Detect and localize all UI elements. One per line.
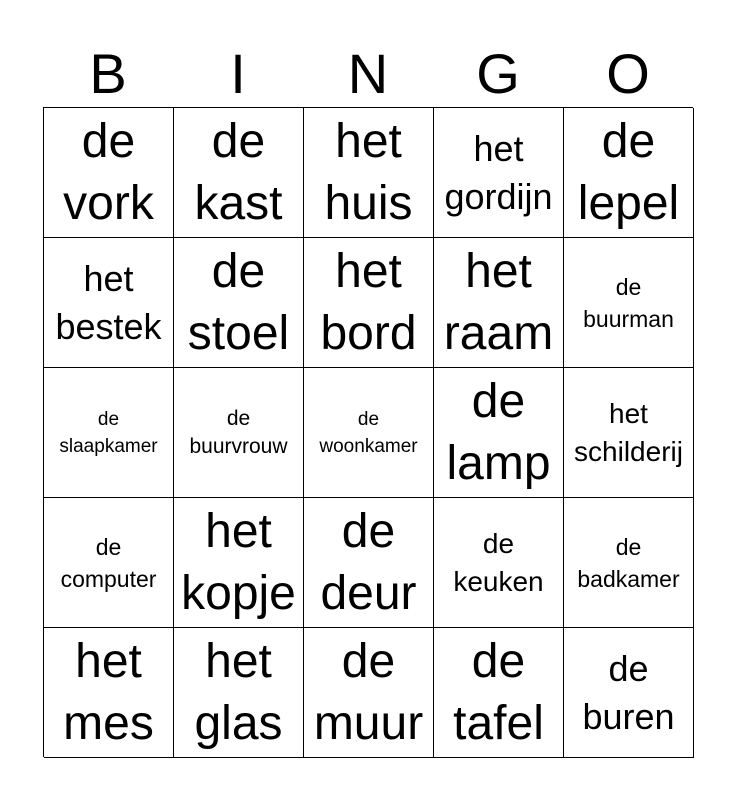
bingo-cell[interactable] — [174, 368, 304, 498]
bingo-cell[interactable] — [174, 498, 304, 628]
cell-article: de — [341, 504, 396, 558]
bingo-cell[interactable] — [434, 238, 564, 368]
cell-word: glas — [194, 696, 283, 750]
cell-article: de — [95, 533, 122, 560]
cell-article: de — [357, 408, 380, 430]
cell-word: slaapkamer — [59, 435, 158, 457]
cell-article: de — [81, 114, 136, 168]
cell-article: het — [335, 114, 402, 168]
cell-article: de — [601, 114, 656, 168]
bingo-cell[interactable] — [44, 238, 174, 368]
header-letter-g: G — [476, 42, 520, 105]
cell-word: buurvrouw — [189, 434, 288, 458]
cell-word: bestek — [55, 305, 162, 347]
cell-article: het — [205, 634, 272, 688]
bingo-cell[interactable] — [44, 628, 174, 758]
cell-article: de — [97, 408, 120, 430]
bingo-cell[interactable] — [564, 368, 694, 498]
bingo-cell[interactable] — [304, 368, 434, 498]
header-letter-b: B — [89, 42, 127, 105]
cell-word: computer — [60, 565, 157, 592]
bingo-cell[interactable] — [434, 108, 564, 238]
cell-word: muur — [313, 696, 424, 750]
cell-article: de — [615, 533, 642, 560]
header-letter-n: N — [347, 42, 389, 105]
cell-word: buren — [582, 695, 675, 737]
cell-word: kopje — [181, 566, 296, 620]
cell-word: huis — [324, 176, 413, 230]
bingo-cell[interactable] — [564, 108, 694, 238]
bingo-cell[interactable] — [564, 238, 694, 368]
header-letter-o: O — [606, 42, 650, 105]
cell-word: stoel — [187, 306, 290, 360]
cell-article: de — [211, 244, 266, 298]
cell-word: bord — [320, 306, 417, 360]
cell-article: de — [615, 273, 642, 300]
cell-word: lepel — [577, 176, 680, 230]
cell-article: het — [335, 244, 402, 298]
cell-article: de — [211, 114, 266, 168]
bingo-cell[interactable] — [304, 498, 434, 628]
cell-word: mes — [63, 696, 154, 750]
cell-article: het — [473, 127, 524, 169]
cell-article: de — [471, 374, 526, 428]
cell-word: woonkamer — [319, 435, 418, 457]
bingo-cell[interactable] — [304, 238, 434, 368]
bingo-cell[interactable] — [564, 498, 694, 628]
cell-word: tafel — [453, 696, 544, 750]
cell-word: raam — [443, 306, 554, 360]
cell-word: vork — [63, 176, 154, 230]
cell-article: de — [226, 406, 251, 430]
cell-word: lamp — [446, 436, 551, 490]
bingo-header — [43, 40, 693, 108]
bingo-cell[interactable] — [434, 628, 564, 758]
cell-word: kast — [194, 176, 283, 230]
cell-word: badkamer — [577, 565, 680, 592]
bingo-board — [43, 107, 693, 757]
bingo-cell[interactable] — [434, 498, 564, 628]
cell-article: het — [83, 257, 134, 299]
bingo-cell[interactable] — [44, 498, 174, 628]
bingo-cell[interactable] — [44, 108, 174, 238]
cell-article: het — [75, 634, 142, 688]
bingo-cell[interactable] — [174, 108, 304, 238]
bingo-cell[interactable] — [44, 368, 174, 498]
bingo-cell[interactable] — [304, 628, 434, 758]
cell-article: het — [465, 244, 532, 298]
cell-article: de — [471, 634, 526, 688]
cell-word: gordijn — [444, 175, 553, 217]
cell-word: buurman — [583, 305, 674, 332]
bingo-cell[interactable] — [304, 108, 434, 238]
bingo-cell[interactable] — [174, 238, 304, 368]
cell-word: schilderij — [574, 435, 683, 467]
cell-article: het — [205, 504, 272, 558]
header-letter-i: I — [230, 42, 246, 105]
bingo-cell[interactable] — [174, 628, 304, 758]
cell-article: de — [341, 634, 396, 688]
cell-word: deur — [320, 566, 417, 620]
cell-word: keuken — [453, 565, 544, 597]
bingo-cell[interactable] — [564, 628, 694, 758]
cell-article: het — [609, 397, 648, 429]
cell-article: de — [482, 527, 515, 559]
cell-article: de — [608, 647, 649, 689]
bingo-cell[interactable] — [434, 368, 564, 498]
